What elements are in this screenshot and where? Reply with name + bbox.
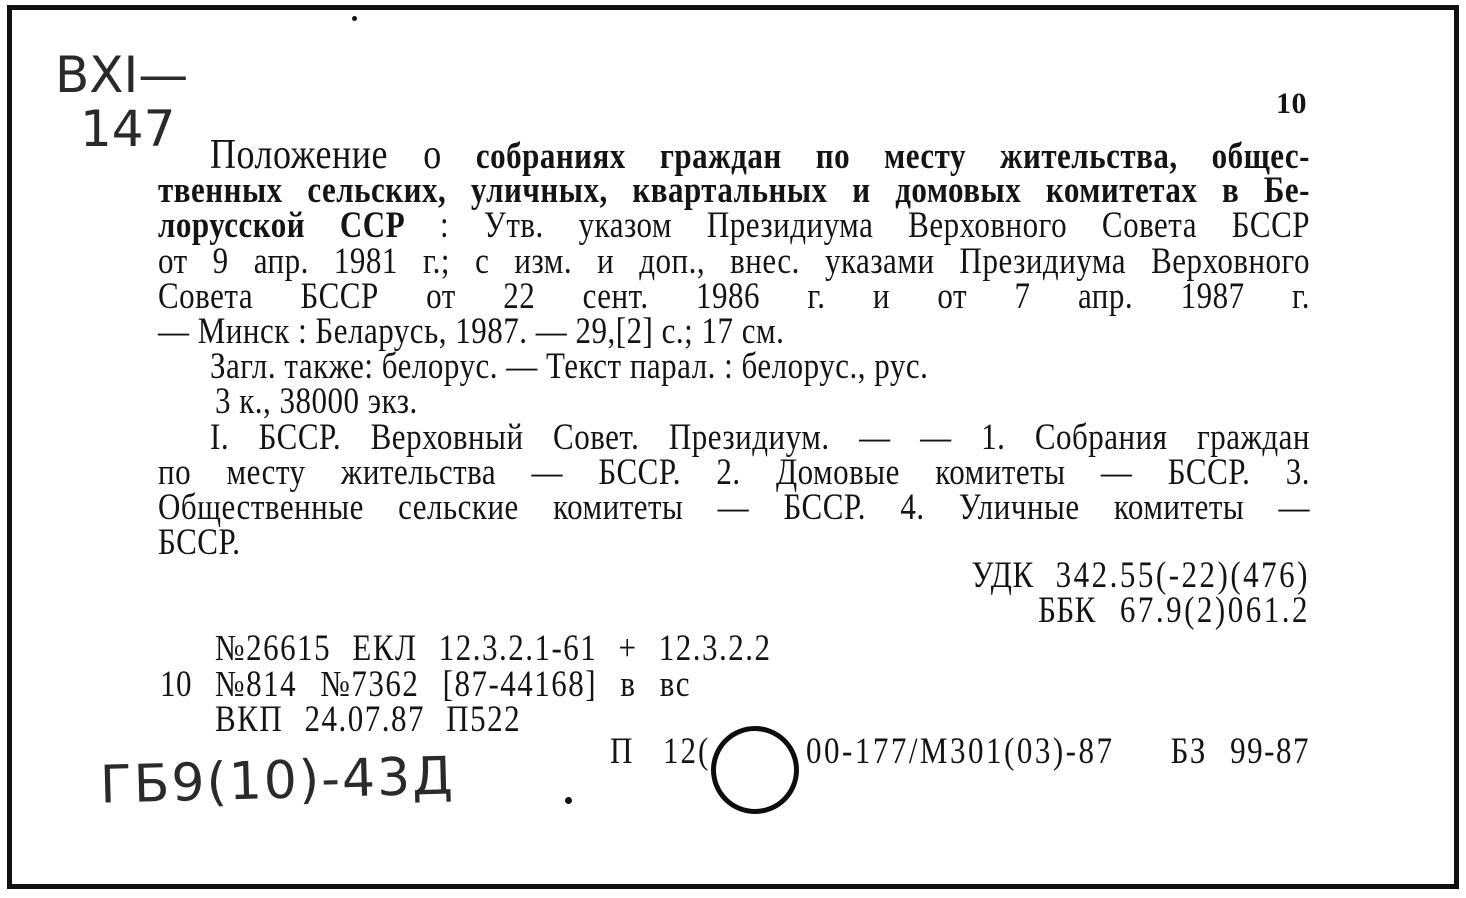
title-part-1: собраниях граждан по месту жительства, общес- (475, 135, 1310, 177)
imprint: — Минск : Беларусь, 1987. — 29,[2] с.; 17 см. (158, 309, 785, 352)
card-number: 10 (1276, 87, 1307, 120)
code-suffix (1100, 729, 1310, 772)
copies-count (160, 662, 192, 705)
bibliographic-entry (158, 130, 1310, 563)
order-numbers: №26615 ЕКЛ 12.3.2.1-61 + 12.3.2.2 (215, 626, 772, 669)
code-suffix-text: БЗ 99-87 (1170, 729, 1310, 772)
udk-index: 342.55(-22)(476) (1055, 553, 1310, 596)
code-part-2-text: 00-177/М301(03)-87 (806, 729, 1115, 772)
service-line-3 (215, 697, 522, 740)
title-note: Загл. также: белорус. — Текст парал. : белорус., рус. (210, 345, 929, 387)
handwritten-mark-number: 147 (80, 100, 176, 158)
handwritten-shelf-mark: ГБ9(10)-43Д (99, 746, 456, 816)
tracing-line: по месту жительства — БССР. 2. Домовые комитеты — БССР. 3. (158, 450, 1310, 492)
bbk-index: 67.9(2)061.2 (1119, 588, 1310, 631)
code-part-1-text: 12( (663, 729, 711, 772)
bbk-row (880, 589, 1310, 631)
ink-speck (352, 16, 357, 21)
code-part-2 (806, 729, 1115, 772)
handwritten-mark-top: ВХІ— (55, 46, 189, 104)
udk-label: УДК (971, 553, 1034, 596)
title-part-3: лорусской ССР (158, 204, 406, 246)
entry-heading: Положение о (210, 130, 442, 178)
tracing-line: БССР. (158, 520, 241, 563)
copies-value: 10 (160, 662, 192, 705)
approval-statement: : Утв. указом Президиума Верховного Совета БССР (439, 204, 1310, 246)
code-part-1 (663, 729, 711, 772)
price-and-run: 3 к., 38000 экз. (215, 380, 418, 422)
tracing-line: Общественные сельские комитеты — БССР. 4. Уличные комитеты — (158, 485, 1310, 528)
title-part-2: твенных сельских, уличных, квартальных и домовых комитетах в Бе- (158, 169, 1310, 211)
service-line-1 (215, 626, 772, 669)
code-prefix-text: П (610, 729, 633, 772)
bbk-line (880, 588, 1310, 631)
ink-speck (565, 797, 572, 804)
vkp-date: ВКП 24.07.87 П522 (215, 697, 522, 740)
entry-line-5: Совета БССР от 22 сент. 1986 г. и от 7 апр. 1987 г. (158, 274, 1310, 316)
bbk-label: ББК (1038, 588, 1096, 631)
punch-hole (711, 726, 799, 814)
registration-numbers: №814 №7362 [87-44168] в вс (215, 662, 691, 705)
entry-line-4: от 9 апр. 1981 г.; с изм. и доп., внес. указами Президиума Верховного (158, 239, 1310, 281)
tracing-line: I. БССР. Верховный Совет. Президиум. — — 1. Собрания граждан (210, 415, 1310, 457)
code-prefix (610, 729, 633, 772)
